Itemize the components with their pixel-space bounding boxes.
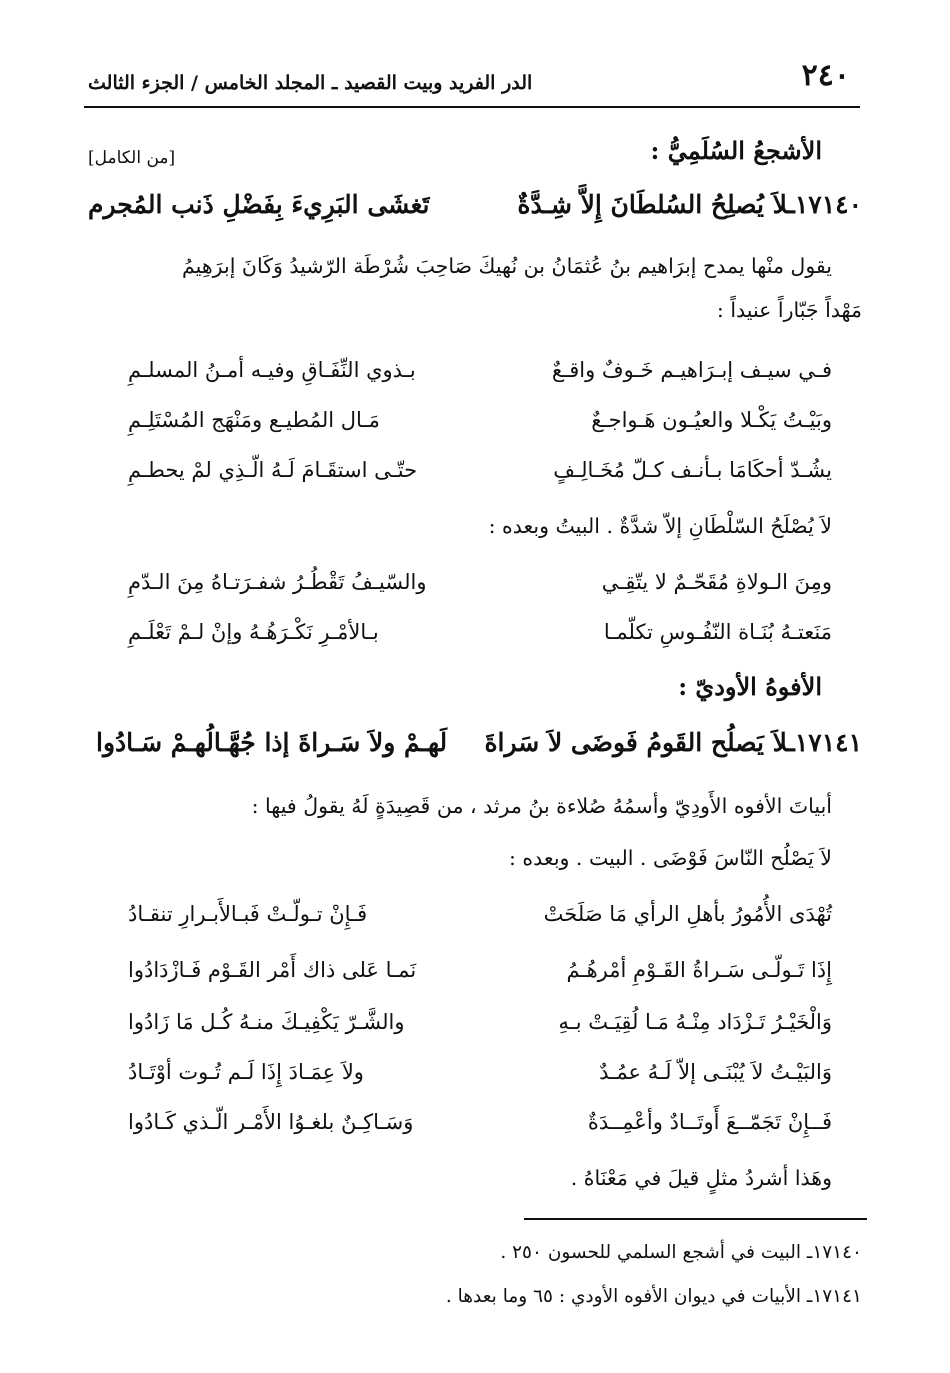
verse-number: ١٧١٤١ـ xyxy=(787,728,862,757)
footnote: ١٧١٤١ـ الأبيات في ديوان الأفوه الأودي : ٦٥ وما بعدها . xyxy=(445,1286,862,1307)
hemistich-text: لاَ يَصلُح القَومُ فَوضَى لاَ سَراةَ xyxy=(484,728,788,757)
couplet-right: فَــإِنْ تَجَمّــعَ أَوتَــادٌ وأعْمِــدَةٌ xyxy=(587,1110,832,1134)
couplet-left: مَـال المُطيـع ومَنْهَج المُسْتَلِـمِ xyxy=(128,408,380,432)
poet-name: الأشجعُ السُلَمِيُّ : xyxy=(650,136,822,165)
couplet-right: تُهْدَى الأُمُورُ بأهلِ الرأي مَا صَلَحَتْ xyxy=(543,902,832,926)
footnote: ١٧١٤٠ـ البيت في أشجع السلمي للحسون ٢٥٠ . xyxy=(500,1242,862,1263)
couplet-left: بـذوي النِّفَـاقِ وفيـه أمـنُ المسلـمِ xyxy=(128,358,416,382)
couplet-right: مَنَعتـهُ بُنَـاة النّفُـوسِ تكلّمـا xyxy=(603,620,832,644)
running-header: الدر الفريد وبيت القصيد ـ المجلد الخامس / الجزء الثالث xyxy=(88,72,533,94)
commentary-line: يقول منْها يمدح إبرَاهيم بنُ عُثمَانُ بن نُهيكَ صَاحِبَ شُرْطَة الرّشيدُ وَكَانَ إبرَهِيمُ xyxy=(182,254,832,278)
couplet-left: وَسَـاكِـنٌ بلغـوُا الأَمْـر الّـذي كَـادُوا xyxy=(128,1110,414,1134)
verse-17140-second-hemistich: تَغشَى البَرِيءَ بِفَضْلِ ذَنب المُجرم xyxy=(88,190,430,219)
hemistich-text: لاَ يُصلِحُ السُلطَانَ إِلاَّ شِـدَّةٌ xyxy=(517,190,788,219)
commentary-line: لاَ يَصْلُح النّاسَ فَوْضَى . البيت . وبعده : xyxy=(509,846,832,870)
couplet-right: وَالْخَيْـرُ تَـزْدَاد مِنْـهُ مَـا لُقِيَـتْ بـهِ xyxy=(558,1010,832,1034)
couplet-right: إِذَا تَـولّـى سَـراةُ القَـوْمِ أمْرهُـمُ xyxy=(566,958,832,982)
commentary-line: أبياتَ الأفوه الأَودِيّ وأسمُهُ صُلاءة بنُ مرثد ، من قَصِيدَةٍ لَهُ يقولُ فيها : xyxy=(251,794,832,818)
couplet-left: والشَّـرّ يَكْفِيـكَ منـهُ كُـل مَا زَادُوا xyxy=(128,1010,405,1034)
couplet-right: وَالبَيْـتُ لاَ يُبْنَـى إلاّ لَـهُ عمُـدٌ xyxy=(599,1060,832,1084)
verse-number: ١٧١٤٠ـ xyxy=(787,190,862,219)
couplet-left: حتّـى استقَـامَ لَـهُ الّـذِي لمْ يحطـمِ xyxy=(128,458,418,482)
footnote-rule xyxy=(524,1218,867,1220)
verse-17140-first-hemistich xyxy=(517,190,862,219)
page-number: ٢٤٠ xyxy=(801,58,850,93)
meter-label: [من الكامل] xyxy=(88,148,176,168)
bridge-line: لاَ يُصْلَحُ السّلْطَانِ إلاّ شدَّةٌ . البيتُ وبعده : xyxy=(488,514,832,538)
couplet-left: فَـإِنْ تـولّـتْ فَبـالأَبـرارِ تنقـادُ xyxy=(128,902,368,926)
couplet-left: بـالأمْـرِ نَكْـرَهُـهُ وإنْ لـمْ تَعْلَـمِ xyxy=(128,620,379,644)
couplet-right: يشُـدّ أحكَامَا بـأنـف كـلّ مُخَـالِـفٍ xyxy=(553,458,832,482)
couplet-right: وبَيْـتُ يَكْـلا والعيُـون هَـواجـعٌ xyxy=(591,408,832,432)
verse-17141-first-hemistich xyxy=(484,728,862,757)
couplet-right: ومِنَ الـولاةِ مُقَحّـمٌ لا يتّقِـي xyxy=(601,570,832,594)
commentary-line: مَهْداً جَبّاراً عنيداً : xyxy=(716,298,862,322)
header-rule xyxy=(84,106,860,108)
couplet-left: ولاَ عِمَـادَ إِذَا لَـم تُـوت أوْتَـادُ xyxy=(128,1060,364,1084)
verse-17141-second-hemistich: لَهـمْ ولاَ سَـراةَ إذا جُهَّـالُهـمْ سَـادُوا xyxy=(96,728,448,757)
couplet-left: والسّيـفُ تَقْطُـرُ شفـرَتـاهُ مِنَ الـدّمِ xyxy=(128,570,427,594)
poet-name: الأفوهُ الأوديّ : xyxy=(678,672,822,701)
couplet-left: نَمـا عَلى ذاك أَمْر القَـوْم فَـازْدَادُوا xyxy=(128,958,417,982)
closing-line: وهَذا أشردُ مثلٍ قيلَ في مَعْنَاهُ . xyxy=(570,1166,832,1190)
couplet-right: فـي سيـف إبـرَاهيـم خَـوفٌ واقـعٌ xyxy=(551,358,832,382)
